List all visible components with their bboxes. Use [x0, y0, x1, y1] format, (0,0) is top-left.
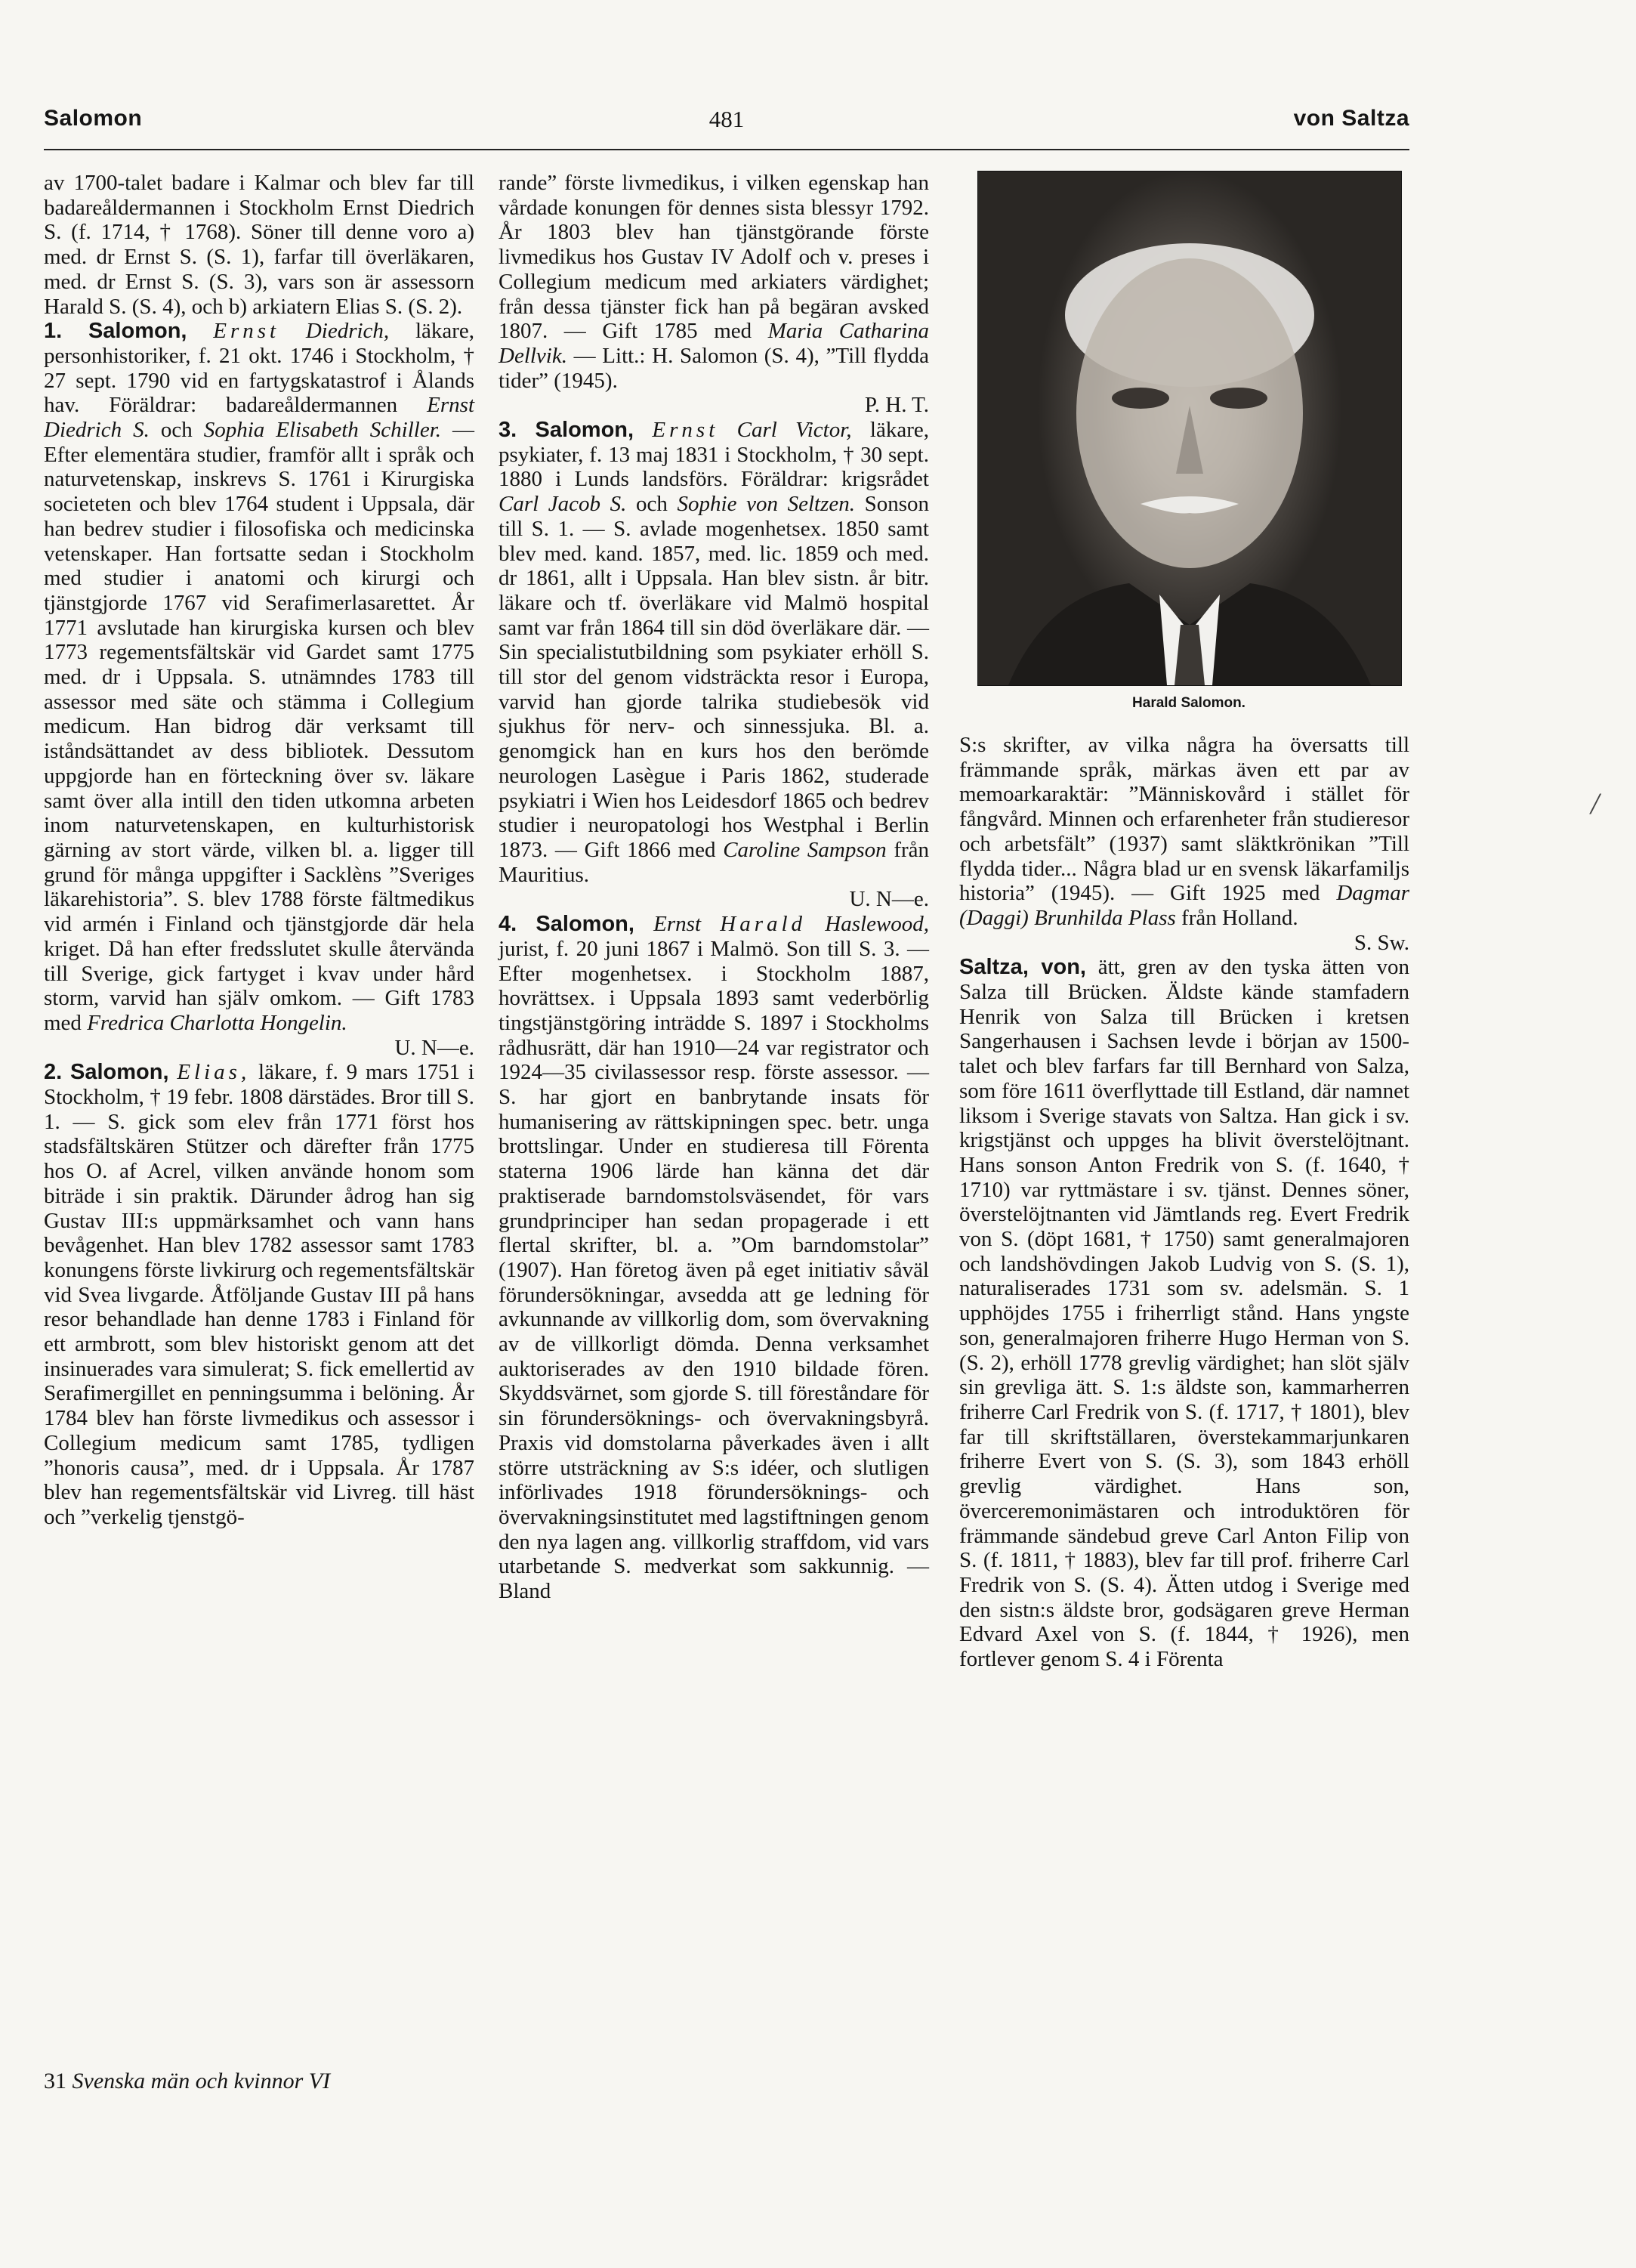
header-left: Salomon: [44, 106, 143, 131]
entry-elias: [44, 1060, 474, 1529]
entry-spouse: Dagmar (Daggi) Brunhilda Plass: [959, 881, 1409, 930]
signature: U. N—e.: [394, 1035, 474, 1060]
entry-surname: Salomon,: [70, 1060, 169, 1085]
entry-number: 2.: [44, 1060, 63, 1085]
signature: P. H. T.: [864, 393, 929, 418]
entry-text: läkare, f. 9 mars 1751 i Stockholm, † 19 febr. 1808 därstädes. Bror till S. 1. — S. gick som elev från 1771 först hos stadsfältskären Stützer och därefter från 1775 hos O. af Acrel, vilken använde honom som biträde i sin praktik. Därunder ådrog han sig Gustav III:s uppmärksamhet och vann hans bevågenhet. Han blev 1782 assessor samt 1783 konungens förste livkirurg och regementsfältskär vid Svea livgarde. Åtföljande Gustav III på hans resor behandlade han denne 1783 i Finland för ett armbrott, som blev historiskt genom att det insinuerades vara simulerat; S. fick emellertid av Serafimergillet en penningsumma i belöning. År 1784 blev han förste livmedikus och assessor i Collegium medicum samt 1785, tydligen ”honoris causa”, med. dr i Uppsala. År 1787 blev han regementsfältskär vid Livreg. till häst och ”verkelig tjenstgö-: [44, 1060, 474, 1529]
entry-secondname: Harald: [720, 912, 807, 937]
entry-firstname: Ernst: [653, 912, 702, 937]
entry-thirdname: Haslewood,: [825, 912, 930, 937]
entry-ernst-diedrich: [44, 319, 474, 1035]
entry-surname: Salomon,: [88, 319, 187, 344]
portrait-caption: Harald Salomon.: [1132, 695, 1246, 711]
entry-surname: Saltza, von,: [959, 955, 1086, 980]
entry-parent: Sophie von Seltzen.: [677, 492, 855, 517]
footer-number: 31: [44, 2069, 66, 2093]
entry-saltza: [959, 955, 1409, 1671]
entry-text: Sonson till S. 1. — S. avlade mogenhetsex. 1850 samt blev med. kand. 1857, med. lic. 1859 och med. dr 1861, allt i Uppsala. Han blev sistn. år bitr. läkare och tf. överläkare vid Malmö hospital samt var från 1864 till sin död överläkare där. — Sin specialistutbildning som psykiater erhöll S. till stor del genom vidsträckta resor i Europa, varvid han gjorde talrika studiebesök vid sjukhus för nerv- och sinnessjuka. Bl. a. genomgick han en kurs hos den berömde neurologen Lasègue i Paris 1862, studerade psykiatri i Wien hos Leidesdorf 1865 och bedrev studier i neuropatologi hos Westphal i Berlin 1873. — Gift 1866 med: [499, 492, 930, 862]
page-number: 481: [708, 106, 745, 132]
entry-number: 4.: [499, 912, 517, 937]
entry-text: läkare, psykiater, f. 13 maj 1831 i Stockholm, † 30 sept. 1880 i Lunds landsförs. Föräldrar: krigsrådet: [499, 418, 929, 492]
column-1: [44, 171, 474, 1530]
entry-elias-continued: [499, 171, 929, 393]
footer-title: Svenska män och kvinnor VI: [72, 2069, 331, 2093]
entry-number: 3.: [499, 418, 517, 443]
entry-parent: Ernst Diedrich S.: [44, 393, 475, 443]
entry-text: och: [160, 418, 193, 443]
entry-secondname: Diedrich,: [305, 319, 390, 344]
portrait-photo: [977, 171, 1402, 686]
entry-text: ätt, gren av den tyska ätten von Salza till Brücken. Äldste kände stamfadern Henrik von Salza till Brücken i kretsen Sangerhausen i Sachsen levde i början av 1500-talet och blev farfars far till Bernhard von Salza, som före 1611 överflyttade till Estland, där namnet liksom i Sverige stavats von Saltza. Han gick i sv. krigstjänst och uppges ha blivit överstelöjtnant. Hans sonson Anton Fredrik von S. (f. 1640, † 1710) var ryttmästare i sv. tjänst. Dennes söner, överstelöjtnanten vid Jämtlands reg. Evert Fredrik von S. (döpt 1681, † 1750) samt generalmajoren och landshövdingen Jakob Ludvig von S. (S. 1), naturaliserades 1731 som sv. adelsmän. S. 1 upphöjdes 1755 i friherrligt stånd. Hans yngste son, generalmajoren friherre Hugo Herman von S. (S. 2), erhöll 1778 grevlig värdighet; han slöt själv sin grevliga ätt. S. 1:s äldste son, kammarherren friherre Carl Fredrik von S. (f. 1717, † 1801), blev far till skriftställaren, överstekammarjunkaren friherre Evert von S. (S. 3), som 1843 erhöll grevlig värdighet. Hans son, överceremonimästaren och introduktören för främmande sändebud greve Carl Anton Filip von S. (f. 1811, † 1883), blev far till prof. friherre Carl Fredrik von S. (S. 4). Ätten utdog i Sverige med den sistn:s äldste bror, godsägaren greve Herman Edvard Axel von S. (f. 1844, † 1926), men fortlever genom S. 4 i Förenta: [959, 955, 1409, 1672]
entry-text: från Mauritius.: [499, 837, 930, 887]
entry-firstname: Ernst: [652, 418, 719, 443]
entry-spouse: Maria Catharina Dellvik.: [499, 319, 929, 368]
header-rule: [44, 149, 1409, 150]
header-right: von Saltza: [1293, 106, 1409, 131]
entry-ernst-harald-continued: [959, 733, 1409, 931]
entry-text: rande” förste livmedikus, i vilken egenskap han vårdade konungen för dennes sista blessyr 1792. År 1803 blev han tjänstgörande förste livmedikus hos Gustav IV Adolf och v. preses i Collegium medicum med arkiaters värdighet; från dessa tjänster fick han på begäran avsked 1807. — Gift 1785 med: [499, 171, 929, 344]
entry-text: — Efter elementära studier, framför allt i språk och naturvetenskap, inskrevs S. 1761 i Kirurgiska societeten och blev 1764 student i Uppsala, där han bedrev studier i filosofiska och medicinska vetenskaper. Han fortsatte sedan i Stockholm med studier i anatomi och kirurgi och tjänstgjorde 1767 vid Serafimerlasarettet. År 1771 avslutade han kirurgiska kursen och blev 1773 regementsfältskär vid Gardet samt 1775 med. dr i Uppsala. S. utnämndes 1783 till assessor med säte och stämma i Collegium medicum. Han bidrog där verksamt till iståndsättandet av dess bibliotek. Dessutom uppgjorde han en förteckning över sv. läkare samt över alla intill den tiden utkomna arbeten inom naturvetenskapen, en kulturhistorisk gärning av stort värde, vilken bl. a. ligger till grund för många uppgifter i Sacklèns ”Sveriges läkarehistoria”. S. blev 1788 förste fältmedikus vid armén i Finland och tjänstgjorde där hela kriget. Då han efter fredsslutet skulle återvända till Sverige, gick fartyget i kvav under hård storm, varvid han själv omkom. — Gift 1783 med: [44, 418, 475, 1035]
entry-surname: Salomon,: [536, 912, 634, 937]
running-head: [44, 106, 1409, 151]
intro-paragraph: av 1700-talet badare i Kalmar och blev far till badareåldermannen i Stockholm Ernst Diedrich S. (f. 1714, † 1768). Söner till denne voro a) med. dr Ernst S. (S. 1), farfar till överläkaren, med. dr Ernst S. (S. 3), vars son är assessorn Harald S. (S. 4), och b) arkiatern Elias S. (S. 2).: [44, 171, 474, 319]
entry-text: och: [636, 492, 668, 517]
footer: [44, 2069, 330, 2094]
entry-parent: Carl Jacob S.: [499, 492, 627, 517]
entry-spouse: Fredrica Charlotta Hongelin.: [87, 1010, 347, 1035]
entry-ernst-harald: [499, 912, 929, 1604]
entry-spouse: Caroline Sampson: [723, 837, 887, 862]
entry-ernst-carl-victor: [499, 418, 929, 887]
entry-number: 1.: [44, 319, 63, 344]
entry-surname: Salomon,: [535, 418, 634, 443]
entry-text: läkare, personhistoriker, f. 21 okt. 1746 i Stockholm, † 27 sept. 1790 vid en fartygskatastrof i Ålands hav. Föräldrar: badareåldermannen: [44, 319, 475, 418]
margin-mark: /: [1591, 786, 1600, 820]
signature: U. N—e.: [849, 887, 929, 912]
entry-firstname: Elias,: [177, 1060, 251, 1085]
signature: S. Sw.: [1354, 930, 1409, 955]
column-3: [959, 733, 1409, 1672]
entry-text: S:s skrifter, av vilka några ha översatts till främmande språk, märkas även ett par av memoarkaraktär: ”Människovård i stället för fångvård. Minnen och erfarenheter från studieresor och arbetsfält” (1937) samt släktkrönikan ”Till flydda tider... Några blad ur en svensk läkarfamiljs historia” (1945). — Gift 1925 med: [959, 733, 1409, 906]
entry-firstname: Ernst: [213, 319, 280, 344]
column-2: [499, 171, 929, 1604]
entry-secondname: Carl Victor,: [736, 418, 852, 443]
entry-literature: — Litt.: H. Salomon (S. 4), ”Till flydda tider” (1945).: [499, 343, 929, 393]
entry-text: jurist, f. 20 juni 1867 i Malmö. Son till S. 3. — Efter mogenhetsex. i Stockholm 1887, hovrättsex. i Uppsala 1893 samt vederbörlig tingstjänstgöring inträdde S. 1897 i Stockholms rådhusrätt, där han 1910—24 var registrator och 1924—35 civilassessor resp. förste assessor. — S. har gjort en banbrytande insats för humanisering av rättskipningen spec. betr. unga brottslingar. Under en studieresa till Förenta staterna 1906 lärde han känna det där praktiserade barndomstolsväsendet, för vars grundprinciper han sedan propagerade i ett flertal skrifter, bl. a. ”Om barndomstolar” (1907). Han företog även på eget initiativ såväl förundersökningar, avsedda att ge ledning för avkunnande av villkorlig dom, som övervakning av de villkorligt dömda. Denna verksamhet auktoriserades av den 1910 bildade fören. Skyddsvärnet, som gjorde S. till föreståndare för sin förundersöknings- och övervakningsbyrå. Praxis vid domstolarna påverkades även i allt större utsträckning av S:s idéer, och slutligen införlivades 1918 förundersöknings- och övervakningsinstitutet med lagstiftningen genom den nya lagen ang. villkorlig straffdom, vid vars utarbetande S. medverkat som sakkunnig. — Bland: [499, 936, 929, 1604]
entry-text: från Holland.: [1181, 905, 1298, 930]
entry-parent: Sophia Elisabeth Schiller.: [203, 418, 442, 443]
